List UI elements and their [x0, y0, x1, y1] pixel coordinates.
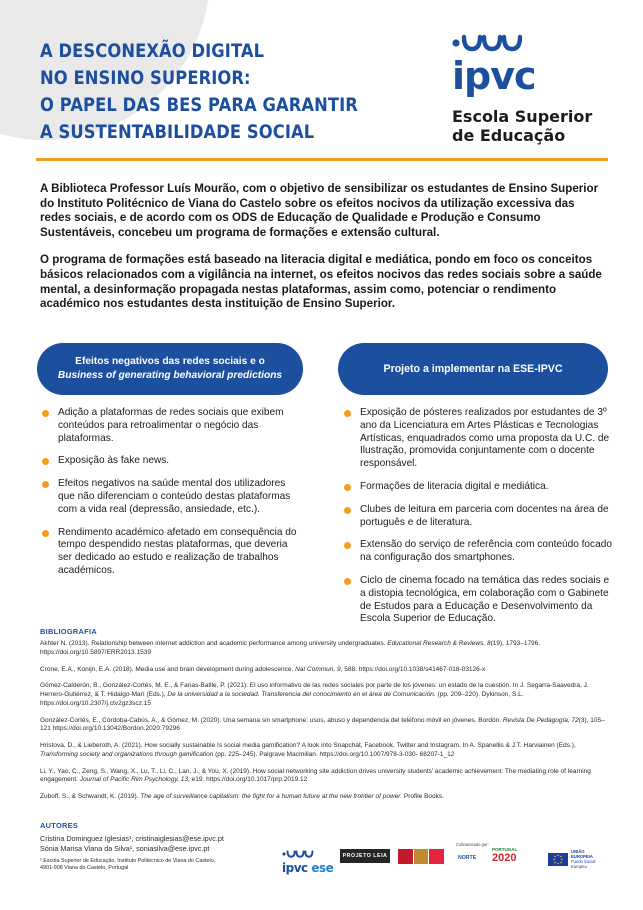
portugal-2020-logo — [492, 847, 517, 864]
esf-label: Fundo Social Europeu — [571, 859, 596, 869]
bibliography-heading: BIBLIOGRAFIA — [40, 627, 97, 636]
ref-text: (3), 105–121 https://doi.org/10.13042/Bordon.2020.79296 — [40, 716, 605, 733]
ref-source: Transforming society and organizations through gamification — [40, 750, 214, 758]
ref-source: De la universidad a la sociedad. Transferencia del conocimiento en el área de Comunicación. — [167, 691, 436, 698]
norte-2020-logo: NORTE — [458, 855, 477, 861]
ref-text: , 588. https://doi.org/10.1038/s41467-018-03126-x — [340, 665, 486, 673]
ref-text: Akhter N. (2013). Relationship between internet addiction and academic performance among university undergraduates. — [40, 640, 388, 647]
ref-source: Nat Commun, 9 — [295, 665, 341, 673]
reference — [40, 666, 612, 675]
eu-logo — [548, 849, 599, 869]
list-item-text: Exposição de pósteres realizados por estudantes de 3º ano da Licenciatura em Artes Plásticas e Tecnologias Artísticas, enquadrados como uma proposta da U.C. de Ilustração, promovida conjuntamente com o docente responsável. — [360, 407, 610, 470]
reference — [40, 793, 612, 802]
list-item — [40, 527, 302, 578]
left-heading-line: Efeitos negativos das redes sociais e o — [75, 356, 265, 367]
list-item — [342, 481, 614, 494]
project-list — [342, 407, 614, 636]
ref-text: González-Cortés, E., Córdoba-Cabús, A., & Gómez, M. (2020). Una semana sin smartphone: usos, abuso y dependencia del teléfono móvil en jóvenes. Bordón. — [40, 716, 503, 724]
right-heading-text: Projeto a implementar na ESE-IPVC — [383, 363, 563, 375]
bullet-icon — [42, 481, 49, 488]
sdg-12-icon — [414, 849, 429, 864]
list-item-text: Ciclo de cinema focado na temática das redes sociais e a distopia tecnológica, em colaboração com o Gabinete de Estudos para a Educação e Desenvolvimento da Escola Superior de Educação. — [360, 574, 610, 625]
author: Cristina Dominguez Iglesias¹, cristinaiglesias@ese.ipvc.pt — [40, 834, 224, 843]
ref-text: (pp. 225–245). Palgrave Macmillan. https://doi.org/10.1007/978-3-030- 68207-1_12 — [213, 750, 455, 758]
bullet-icon — [42, 410, 49, 417]
list-item-text: Efeitos negativos na saúde mental dos utilizadores que não diferenciam o conteúdo destas plataformas com a vida real (depressão, ansiedade, etc.). — [58, 478, 291, 515]
bullet-icon — [344, 484, 351, 491]
reference — [40, 768, 612, 786]
intro-text — [40, 182, 606, 312]
ref-source: Revista De Pedagogía, 72 — [502, 716, 579, 724]
ref-text: Crone, E.A., Konijn, E.A. (2018). Media use and brain development during adolescence. — [40, 665, 296, 673]
ref-source: The age of surveillance capitalism: the fight for a human future at the new frontier of power. — [140, 793, 403, 800]
affiliation — [40, 858, 290, 872]
list-item — [40, 407, 302, 445]
list-item-text: Rendimento académico afetado em consequência do tempo despendido nestas plataformas, que deveria ser dedicado ao estudo e realização de trabalhos académicos. — [58, 526, 297, 576]
list-item — [40, 455, 302, 468]
ref-source: Educational Research & Reviews, 8 — [387, 640, 491, 647]
pt2020-number: 2020 — [492, 852, 517, 864]
list-item-text: Formações de literacia digital e mediática. — [360, 480, 549, 492]
ref-text: Zuboff, S., & Schwandt, K. (2019). — [40, 793, 141, 800]
title-line: O PAPEL DAS BES PARA GARANTIR — [40, 94, 358, 116]
school-name-line: de Educação — [452, 126, 566, 145]
sdg-icon — [429, 849, 444, 864]
authors-heading: AUTORES — [40, 821, 79, 830]
logo-wordmark: ipvc — [452, 54, 536, 98]
ipvc-logo — [452, 34, 612, 145]
poster-title — [40, 38, 410, 146]
bullet-icon — [344, 507, 351, 514]
ref-text: Gómez-Calderón, B., González-Cortés, M. E., & Farias-Batlle, P. (2021). El uso informativo de las redes sociales por parte de los jóvenes: un estado de la cuestión. In J. Segarra-Saavedra, J. Herrero-Gutiérrez, & T. Hidalgo-Marí (Eds.), — [40, 682, 589, 698]
ipvc-wordmark: ipvc — [282, 861, 308, 875]
bullet-icon — [42, 530, 49, 537]
title-line: A DESCONEXÃO DIGITAL — [40, 40, 265, 62]
bullet-icon — [344, 542, 351, 549]
list-item-text: Exposição às fake news. — [58, 455, 170, 467]
bullet-icon — [42, 458, 49, 465]
list-item — [40, 478, 302, 516]
ref-text: Profile Books. — [402, 793, 444, 800]
title-line: A SUSTENTABILIDADE SOCIAL — [40, 121, 315, 143]
ref-text: Hristova, D., & Lieberoth, A. (2021). How socially sustainable Is social media gamification? A look into Snapchat, Facebook, Twitter and Instagram. In A. Spanellis & J.T. Harviainen (Eds.), — [40, 742, 576, 749]
waves-icon — [452, 34, 532, 52]
ref-source: Journal of Pacific Rim Psychology, 13 — [79, 776, 189, 784]
ref-text: (19), 1793–1796. https://doi.org/10.5897/ERR2013.1539 — [40, 640, 541, 656]
intro-paragraph: O programa de formações está baseado na literacia digital e mediática, pondo em foco os conceitos básicos relacionados com a vigilância na internet, os efeitos nocivos das redes sociais sobre a saúde mental, a desinformação propagada nestas plataformas, assim como, potenciar o rendimento académico nos estudantes desta instituição de Ensino Superior. — [40, 253, 602, 311]
reference — [40, 742, 612, 760]
left-heading-line: Business of generating behavioral predictions — [57, 370, 283, 381]
list-item — [342, 407, 614, 471]
intro-paragraph: A Biblioteca Professor Luís Mourão, com o objetivo de sensibilizar os estudantes de Ensino Superior do Instituto Politécnico de Viana do Castelo sobre os efeitos nocivos da utilização excessiva das redes sociais, e de acordo com os ODS de Educação de Qualidade e Produção e Consumo Sustentáveis, concebeu um programa de formações e extensão cultural. — [40, 182, 599, 239]
list-item-text: Adição a plataformas de redes sociais que exibem conteúdos para retroalimentar o negócio das plataformas. — [58, 407, 284, 444]
right-column-heading — [338, 343, 608, 395]
eu-label: UNIÃO EUROPEIA — [571, 849, 593, 859]
school-name — [452, 107, 612, 145]
list-item — [342, 539, 614, 565]
left-column-heading — [37, 343, 303, 395]
ref-text: , e19. https://doi.org/10.1017/prp.2019.12 — [188, 776, 308, 784]
sdg-4-icon — [398, 849, 413, 864]
list-item — [342, 504, 614, 530]
reference — [40, 640, 612, 658]
bullet-icon — [344, 410, 351, 417]
list-item-text: Clubes de leitura em parceria com docentes na área de português e de literatura. — [360, 503, 609, 528]
author: Sónia Marisa Viana da Silva¹, soniasilva@ese.ipvc.pt — [40, 844, 210, 853]
title-line: NO ENSINO SUPERIOR: — [40, 67, 251, 89]
authors-list — [40, 834, 290, 854]
negative-effects-list — [40, 407, 302, 588]
bibliography-list — [40, 640, 612, 810]
list-item-text: Extensão do serviço de referência com conteúdo focado na configuração dos smartphones. — [360, 539, 612, 564]
orange-divider — [36, 158, 608, 161]
ref-text: Li, Y., Yao, C., Zeng, S., Wang, X., Lu, T., Li, C., Lan, J., & You, X. (2019). How social networking site addiction drives university students' academic achievement: The mediating role of learning engagement. — [40, 767, 591, 784]
reference — [40, 717, 612, 735]
cofinanced-label: Cofinanciado por: — [456, 842, 489, 847]
affiliation-line: ¹ Escola Superior de Educação, Instituto Politécnico de Viana do Castelo, — [40, 858, 216, 864]
eu-flag-icon — [548, 853, 568, 866]
sdg-icons — [398, 849, 444, 864]
affiliation-line: 4901-908 Viana do Castelo, Portugal — [40, 865, 129, 872]
ref-text: (pp. 209–220). Dykinson, S.L. https://doi.org/10.2307/j.ctv2gz3scz.15 — [40, 691, 524, 707]
ipvc-ese-logo — [282, 843, 333, 875]
projeto-leia-logo: PROJETO LEIA — [340, 849, 390, 863]
list-item — [342, 575, 614, 626]
portugal-label: PORTUGAL — [492, 847, 518, 852]
waves-icon — [282, 850, 318, 858]
ese-wordmark: ese — [311, 861, 334, 875]
school-name-line: Escola Superior — [452, 107, 593, 126]
bullet-icon — [344, 578, 351, 585]
reference — [40, 682, 612, 709]
